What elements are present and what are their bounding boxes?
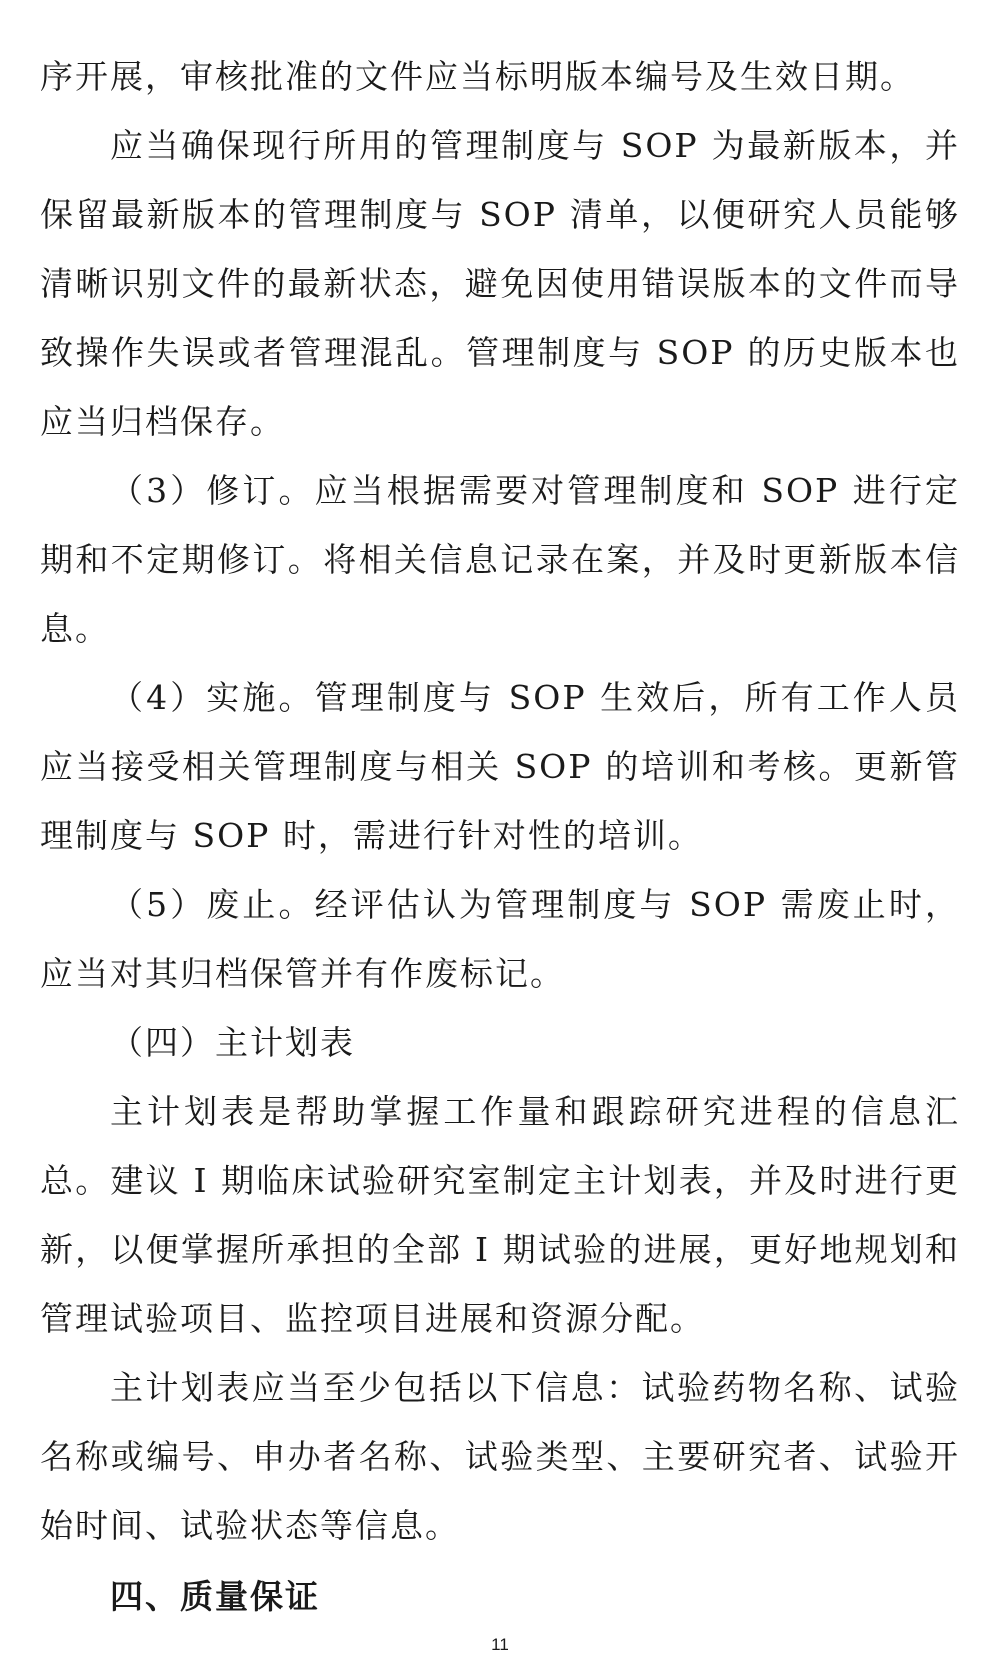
section-heading-quality-assurance: 四、质量保证 bbox=[110, 1577, 320, 1616]
paragraph-abolition: （5）废止。经评估认为管理制度与 SOP 需废止时，应当对其归档保管并有作废标记。 bbox=[40, 885, 960, 993]
paragraph-continuation: 序开展，审核批准的文件应当标明版本编号及生效日期。 bbox=[40, 57, 915, 96]
document-body bbox=[40, 42, 960, 1631]
paragraph-implementation: （4）实施。管理制度与 SOP 生效后，所有工作人员应当接受相关管理制度与相关 SOP 的培训和考核。更新管理制度与 SOP 时，需进行针对性的培训。 bbox=[40, 678, 960, 855]
page-number: 11 bbox=[491, 1635, 509, 1654]
section-heading-master-schedule: （四）主计划表 bbox=[110, 1023, 355, 1062]
paragraph-master-schedule-contents: 主计划表应当至少包括以下信息：试验药物名称、试验名称或编号、申办者名称、试验类型、主要研究者、试验开始时间、试验状态等信息。 bbox=[40, 1368, 960, 1545]
paragraph-revision: （3）修订。应当根据需要对管理制度和 SOP 进行定期和不定期修订。将相关信息记录在案，并及时更新版本信息。 bbox=[40, 471, 960, 648]
paragraph-version-control: 应当确保现行所用的管理制度与 SOP 为最新版本，并保留最新版本的管理制度与 SOP 清单，以便研究人员能够清晰识别文件的最新状态，避免因使用错误版本的文件而导致操作失误或者管理混乱。管理制度与 SOP 的历史版本也应当归档保存。 bbox=[40, 126, 960, 441]
paragraph-master-schedule-purpose: 主计划表是帮助掌握工作量和跟踪研究进程的信息汇总。建议 I 期临床试验研究室制定主计划表，并及时进行更新，以便掌握所承担的全部 I 期试验的进展，更好地规划和管理试验项目、监控项目进展和资源分配。 bbox=[40, 1092, 960, 1338]
